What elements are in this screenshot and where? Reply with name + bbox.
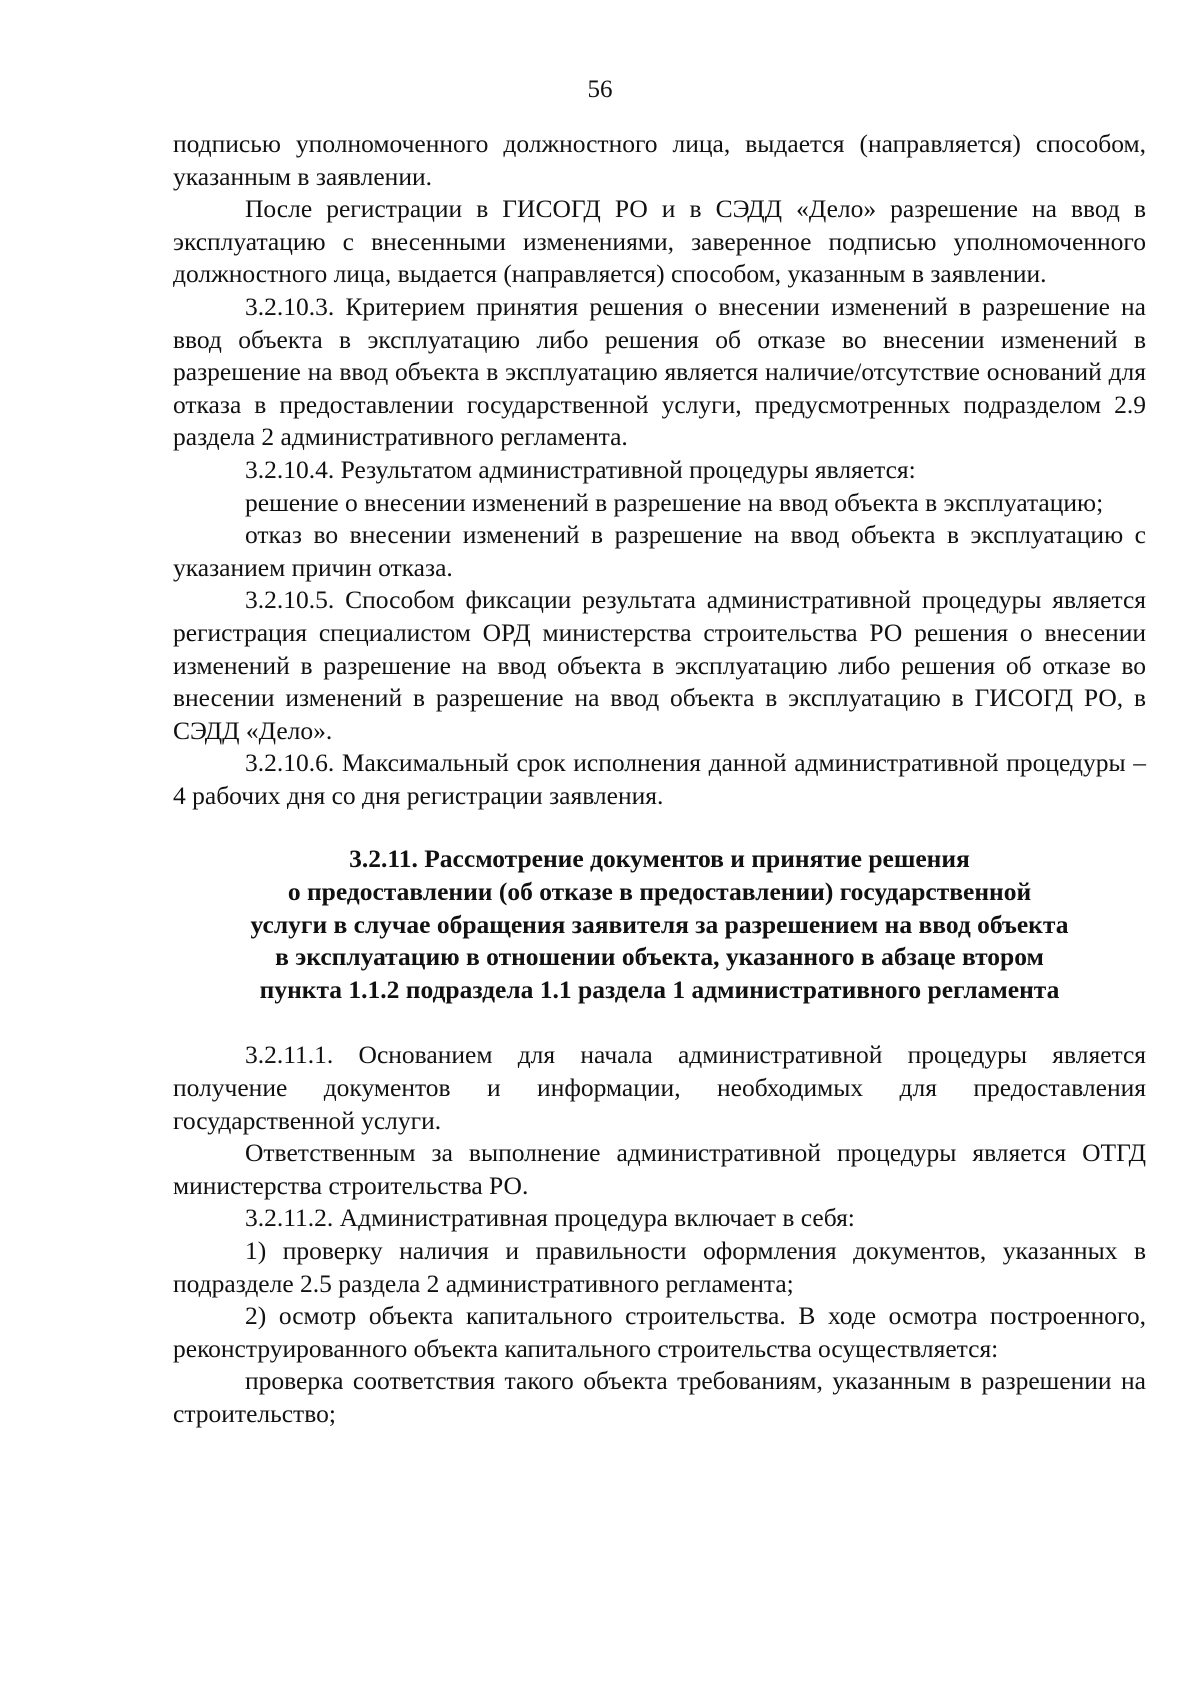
paragraph-continuation: подписью уполномоченного должностного лица, выдается (направляется) способом, указанным в заявлении. xyxy=(173,129,1146,191)
heading-line: пункта 1.1.2 подраздела 1.1 раздела 1 административного регламента xyxy=(259,974,1060,1004)
paragraph-3-2-10-6: 3.2.10.6. Максимальный срок исполнения данной административной процедуры – 4 рабочих дня со дня регистрации заявления. xyxy=(173,748,1146,810)
paragraph-3-2-10-5: 3.2.10.5. Способом фиксации результата административной процедуры является регистрация специалистом ОРД министерства строительства РО решения о внесении изменений в разрешение на ввод объекта в эксплуатацию либо решения об отказе во внесении изменений в разрешение на ввод объекта в эксплуатацию в ГИСОГД РО, в СЭДД «Дело». xyxy=(173,585,1146,745)
paragraph-3-2-11-2: 3.2.11.2. Административная процедура включает в себя: xyxy=(245,1203,855,1233)
section-heading-3-2-11 xyxy=(173,843,1146,1006)
page-number: 56 xyxy=(587,76,613,103)
document-body xyxy=(173,128,1146,1431)
paragraph-check-compliance: проверка соответствия такого объекта требованиям, указанным в разрешении на строительство; xyxy=(173,1366,1146,1428)
heading-line: о предоставлении (об отказе в предоставлении) государственной xyxy=(287,877,1032,907)
heading-line: услуги в случае обращения заявителя за разрешением на ввод объекта xyxy=(250,909,1069,939)
paragraph-responsible: Ответственным за выполнение административной процедуры является ОТГД министерства строительства РО. xyxy=(173,1138,1146,1200)
heading-line: 3.2.11. Рассмотрение документов и принятие решения xyxy=(349,844,970,874)
paragraph-registration: После регистрации в ГИСОГД РО и в СЭДД «Дело» разрешение на ввод в эксплуатацию с внесенными изменениями, заверенное подписью уполномоченного должностного лица, выдается (направляется) способом, указанным в заявлении. xyxy=(173,194,1146,289)
paragraph-item-2: 2) осмотр объекта капитального строительства. В ходе осмотра построенного, реконструированного объекта капитального строительства осуществляется: xyxy=(173,1301,1146,1363)
paragraph-3-2-11-1: 3.2.11.1. Основанием для начала административной процедуры является получение документов и информации, необходимых для предоставления государственной услуги. xyxy=(173,1040,1146,1135)
heading-line: в эксплуатацию в отношении объекта, указанного в абзаце втором xyxy=(275,942,1044,972)
paragraph-3-2-10-3: 3.2.10.3. Критерием принятия решения о внесении изменений в разрешение на ввод объекта в эксплуатацию либо решения об отказе во внесении изменений в разрешение на ввод объекта в эксплуатацию является наличие/отсутствие оснований для отказа в предоставлении государственной услуги, предусмотренных подразделом 2.9 раздела 2 административного регламента. xyxy=(173,291,1146,452)
paragraph-item-1: 1) проверку наличия и правильности оформления документов, указанных в подразделе 2.5 раздела 2 административного регламента; xyxy=(173,1236,1146,1298)
paragraph-result-decision: решение о внесении изменений в разрешение на ввод объекта в эксплуатацию; xyxy=(245,487,1104,517)
paragraph-3-2-10-4: 3.2.10.4. Результатом административной процедуры является: xyxy=(245,454,916,484)
paragraph-result-refusal: отказ во внесении изменений в разрешение на ввод объекта в эксплуатацию с указанием причин отказа. xyxy=(173,520,1146,582)
